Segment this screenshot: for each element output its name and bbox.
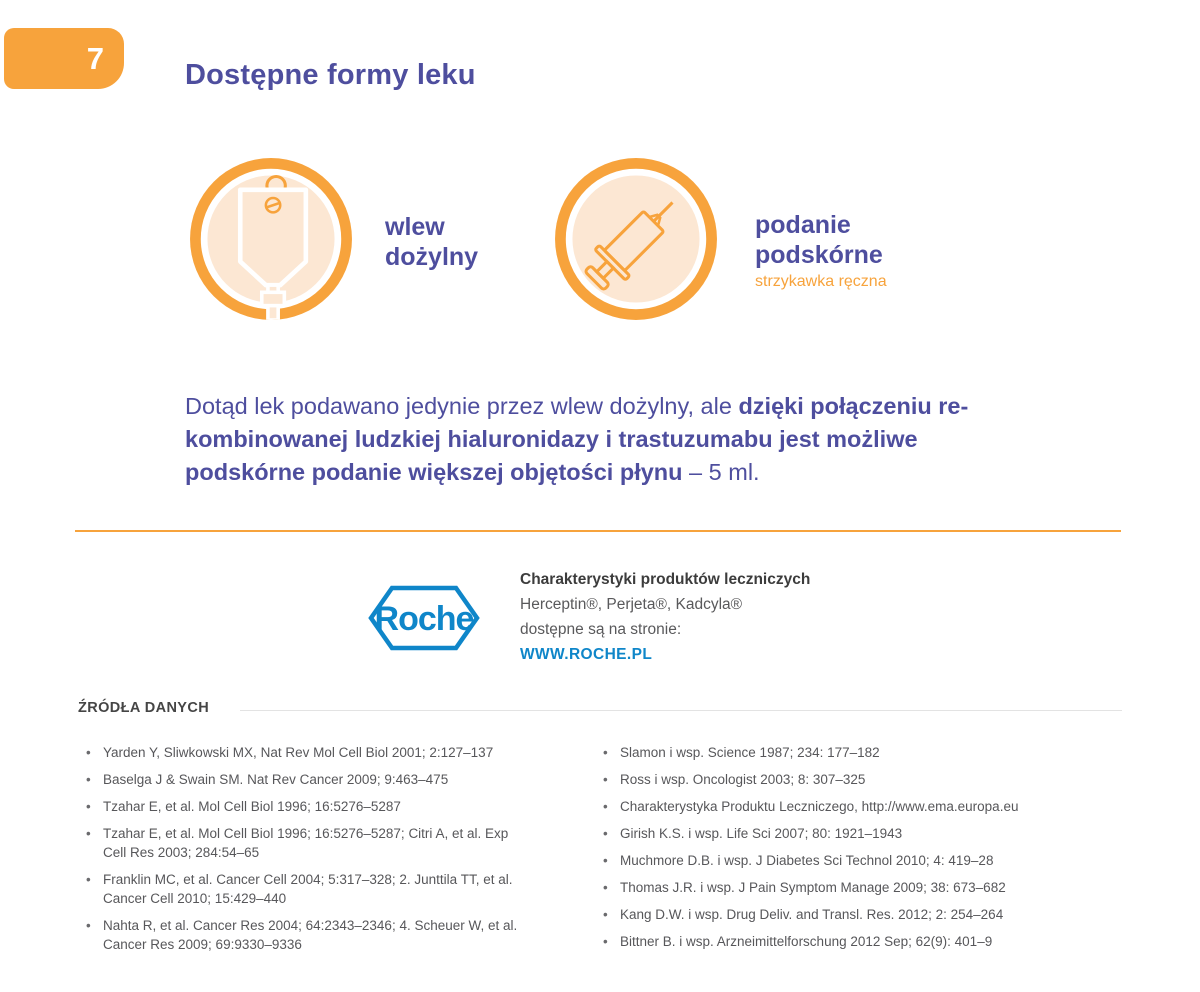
roche-url-link[interactable]: WWW.ROCHE.PL [520,646,653,663]
section-number-badge [4,28,124,89]
subcutaneous-label [755,211,887,292]
sc-label-line2: podskórne [755,240,883,269]
iv-infusion-circle [189,157,353,321]
syringe-icon [554,157,718,321]
iv-label-line2: dożylny [385,242,479,271]
source-item: • Ross i wsp. Oncologist 2003; 8: 307–325 [601,770,1025,789]
lead-line-3: podskórne podanie większej objętości płynu – 5 ml. [185,459,760,485]
sc-label-line1: podanie [755,211,851,239]
sources-heading: ŹRÓDŁA DANYCH [78,700,210,716]
iv-infusion-label [385,213,478,272]
roche-info-title: Charakterystyki produktów leczniczych [520,571,811,588]
iv-label-line1: wlew [385,213,445,241]
source-item: • Girish K.S. i wsp. Life Sci 2007; 80: 1921–1943 [601,824,1025,843]
sources-left-column [84,743,528,962]
roche-info-block [520,571,810,671]
source-item: • Yarden Y, Sliwkowski MX, Nat Rev Mol Cell Biol 2001; 2:127–137 [84,743,528,762]
source-item: • Slamon i wsp. Science 1987; 234: 177–182 [601,743,1025,762]
lead-line-1: Dotąd lek podawano jedynie przez wlew dożylny, ale dzięki połączeniu re- [185,393,969,419]
source-item: • Charakterystyka Produktu Leczniczego, http://www.ema.europa.eu [601,797,1025,816]
roche-wordmark: Roche [374,600,474,638]
source-item: • Bittner B. i wsp. Arzneimittelforschung 2012 Sep; 62(9): 401–9 [601,932,1025,951]
sources-right-column [601,743,1025,959]
roche-hexagon-icon [368,581,480,655]
page-title: Dostępne formy leku [185,59,476,92]
source-item: • Nahta R, et al. Cancer Res 2004; 64:2343–2346; 4. Scheuer W, et al. Cancer Res 2009; 69:9330–9336 [84,916,528,954]
source-item: • Baselga J & Swain SM. Nat Rev Cancer 2009; 9:463–475 [84,770,528,789]
lead-line-2: kombinowanej ludzkiej hialuronidazy i trastuzumabu jest możliwe [185,426,918,452]
source-item: • Tzahar E, et al. Mol Cell Biol 1996; 16:5276–5287 [84,797,528,816]
lead-paragraph [185,390,1075,489]
orange-divider [75,530,1121,532]
source-item: • Muchmore D.B. i wsp. J Diabetes Sci Technol 2010; 4: 419–28 [601,851,1025,870]
source-item: • Kang D.W. i wsp. Drug Deliv. and Transl. Res. 2012; 2: 254–264 [601,905,1025,924]
roche-info-line: dostępne są na stronie: [520,621,682,638]
roche-info-products: Herceptin®, Perjeta®, Kadcyla® [520,596,743,613]
source-item: • Thomas J.R. i wsp. J Pain Symptom Manage 2009; 38: 673–682 [601,878,1025,897]
section-number: 7 [86,40,104,76]
subcutaneous-circle [554,157,718,321]
sources-rule [240,710,1122,711]
sc-sublabel: strzykawka ręczna [755,273,887,290]
iv-bag-icon [189,157,353,321]
source-item: • Franklin MC, et al. Cancer Cell 2004; 5:317–328; 2. Junttila TT, et al. Cancer Cell 2010; 15:429–440 [84,870,528,908]
roche-logo [368,581,480,660]
source-item: • Tzahar E, et al. Mol Cell Biol 1996; 16:5276–5287; Citri A, et al. Exp Cell Res 2003; 284:54–65 [84,824,528,862]
